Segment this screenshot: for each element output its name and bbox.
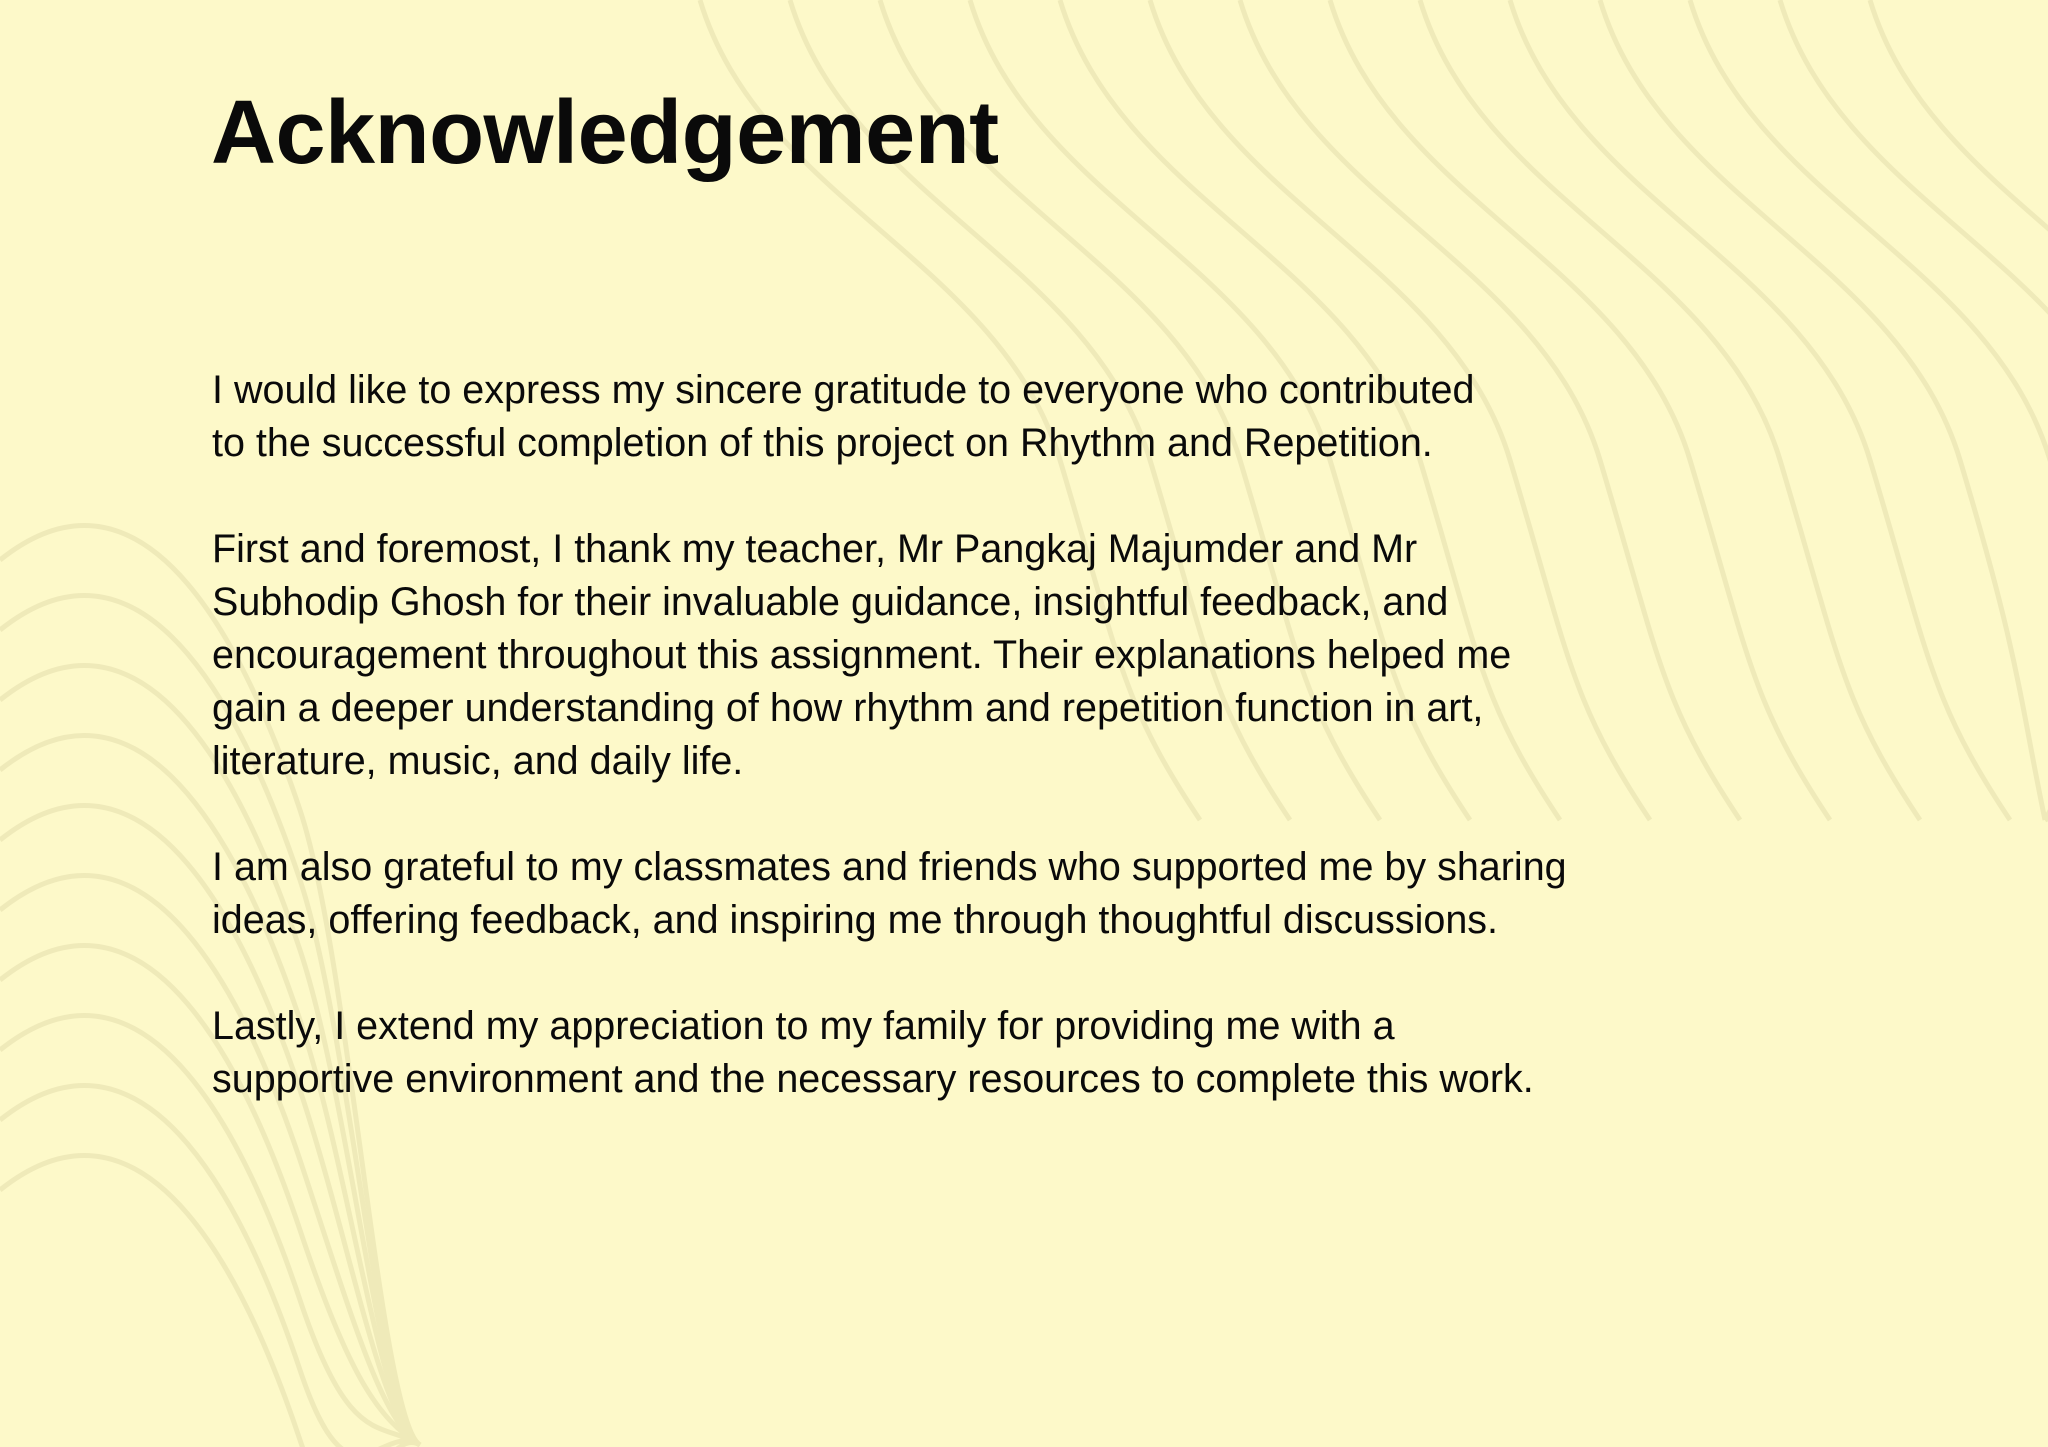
pattern-line xyxy=(1600,0,2045,820)
text-line: Lastly, I extend my appreciation to my family for providing me with a xyxy=(212,1004,1395,1048)
text-line: I am also grateful to my classmates and friends who supported me by sharing xyxy=(212,845,1567,889)
pattern-line xyxy=(1780,0,2048,820)
text-line: First and foremost, I thank my teacher, Mr Pangkaj Majumder and Mr xyxy=(212,527,1418,571)
paragraph-family xyxy=(212,1000,1567,1106)
acknowledgement-body xyxy=(212,364,1567,1106)
text-line: supportive environment and the necessary resources to complete this work. xyxy=(212,1057,1534,1101)
text-line: ideas, offering feedback, and inspiring me through thoughtful discussions. xyxy=(212,898,1499,942)
text-line: literature, music, and daily life. xyxy=(212,739,744,783)
text-line: encouragement throughout this assignment. Their explanations helped me xyxy=(212,633,1512,677)
page-title: Acknowledgement xyxy=(211,83,999,183)
text-line: Subhodip Ghosh for their invaluable guidance, insightful feedback, and xyxy=(212,580,1449,624)
text-line: to the successful completion of this project on Rhythm and Repetition. xyxy=(212,421,1433,465)
text-line: I would like to express my sincere gratitude to everyone who contributed xyxy=(212,368,1475,412)
paragraph-classmates xyxy=(212,841,1567,947)
pattern-line xyxy=(1690,0,2048,820)
text-line: gain a deeper understanding of how rhythm and repetition function in art, xyxy=(212,686,1484,730)
paragraph-intro xyxy=(212,364,1567,470)
paragraph-teachers xyxy=(212,523,1567,788)
